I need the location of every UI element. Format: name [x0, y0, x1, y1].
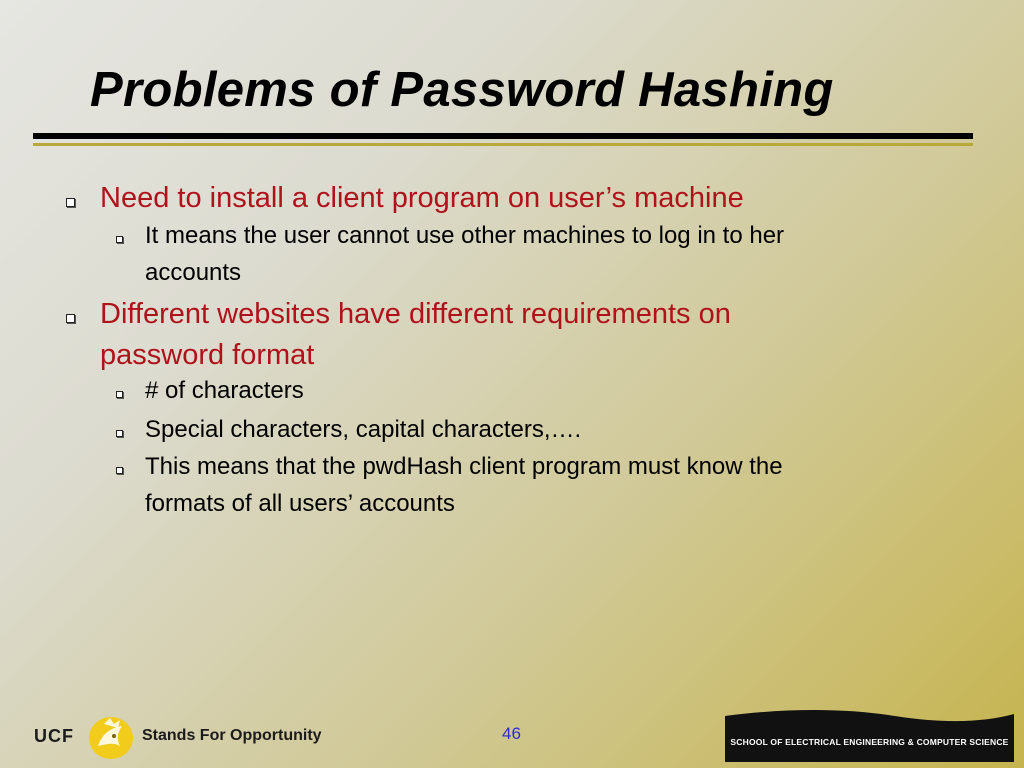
bullet-2-line-1: Different websites have different requirements on: [100, 298, 731, 330]
square-bullet-icon: [66, 198, 75, 207]
slide-title: Problems of Password Hashing: [90, 63, 834, 117]
ucf-wordmark: UCF: [34, 726, 74, 746]
square-bullet-icon: [116, 391, 123, 398]
school-badge: [725, 706, 1014, 762]
square-bullet-icon: [116, 236, 123, 243]
school-banner-icon: [725, 706, 1014, 762]
school-name: SCHOOL OF ELECTRICAL ENGINEERING & COMPUTER SCIENCE: [730, 737, 1009, 747]
square-bullet-icon: [116, 430, 123, 437]
sub-bullet-1-1-line-2: accounts: [145, 259, 242, 286]
pegasus-icon: [84, 712, 138, 762]
square-bullet-icon: [116, 467, 123, 474]
sub-bullet-2-3-line-2: formats of all users’ accounts: [145, 490, 455, 517]
sub-bullet-2-2: Special characters, capital characters,….: [145, 416, 582, 443]
bullet-2-line-2: password format: [100, 339, 315, 371]
sub-bullet-2-1: # of characters: [145, 377, 304, 404]
sub-bullet-2-3-line-1: This means that the pwdHash client program must know the: [145, 453, 783, 480]
ucf-tagline: Stands For Opportunity: [142, 727, 322, 744]
square-bullet-icon: [66, 314, 75, 323]
sub-bullet-1-1-line-1: It means the user cannot use other machines to log in to her: [145, 222, 785, 249]
page-number: 46: [502, 724, 521, 743]
ucf-logo: [34, 712, 354, 760]
bullet-1: Need to install a client program on user’s machine: [100, 182, 744, 214]
